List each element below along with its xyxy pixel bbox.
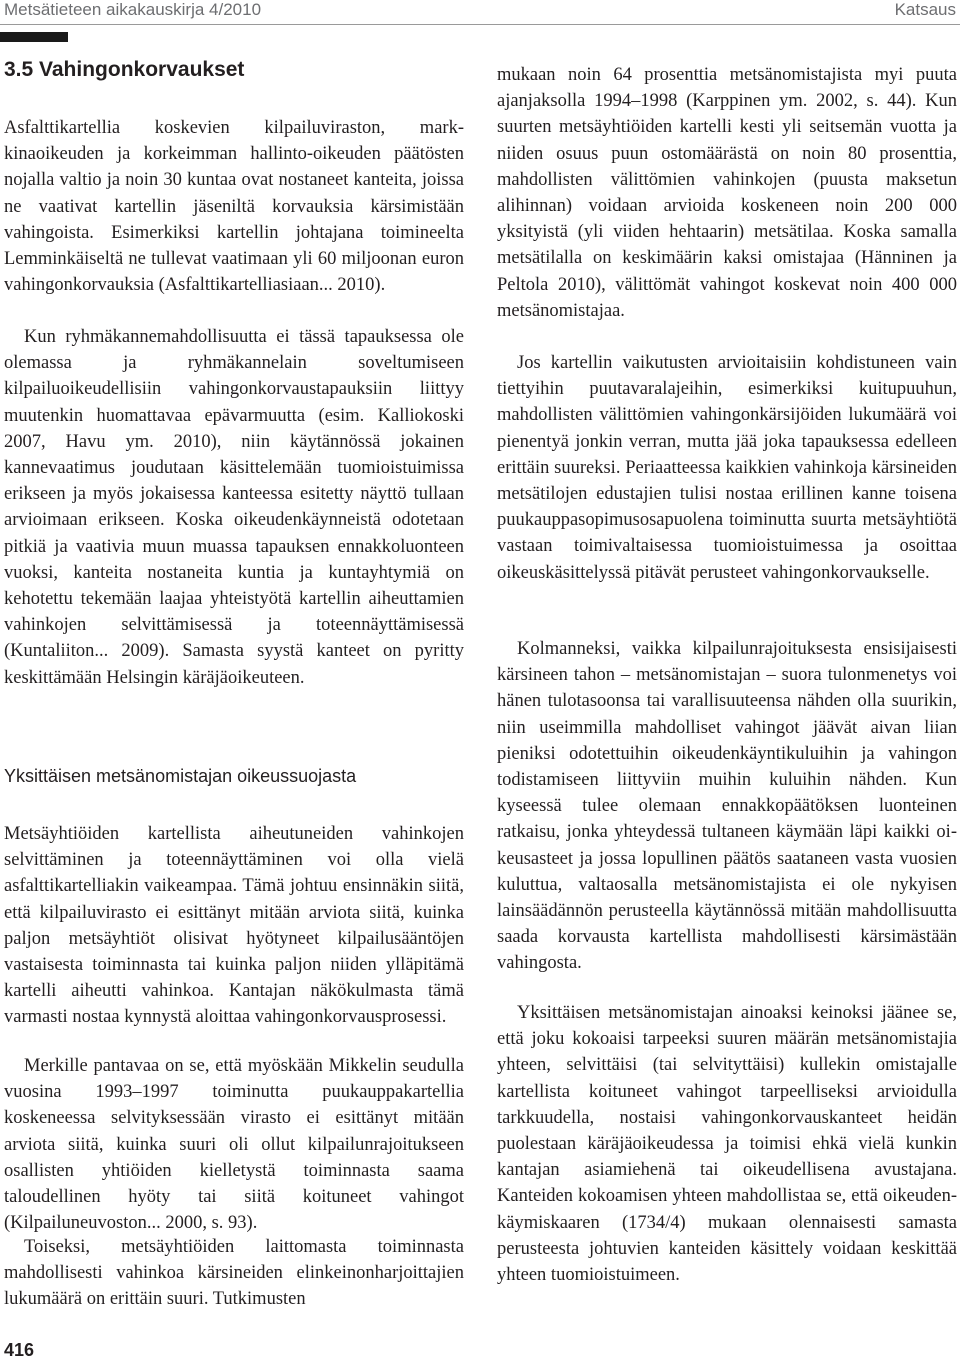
header-accent-bar: [0, 32, 68, 42]
paragraph: Asfalttikartellia koskevien kilpailuviraston, markkinaoikeuden ja korkeimman hallinto-oikeuden päätösten nojalla valtio ja noin 30 kuntaa ovat nostaneet kanteita, joissa ne vaativat kartellin jäseniltä korvauksia kärsimistään vahingoista. Esimerkiksi kartellin johtajana toimineelta Lemminkäiseltä ne tullevat vaatimaan yli 60 miljoonan euron vahingonkorvauksia (Asfalttikartelliasiaan... 2010).: [4, 118, 464, 296]
page-number: 416: [4, 1340, 35, 1360]
paragraph: Kun ryhmäkannemahdollisuutta ei tässä tapauksessa ole olemassa ja ryhmäkannelain soveltumiseen kilpailuoikeudellisiin vahingonkorvaustapauksiin liittyy muutenkin huomattavaa epävarmuutta (esim. Kalliokoski 2007, Havu ym. 2010), niin käytännössä jokainen kannevaatimus joudutaan käsittelemään tuomioistuimissa erikseen ja myös jokaisessa kanteessa esitetty näyttö tullaan arvioimaan erikseen. Koska oikeudenkäynneistä odotetaan pitkiä ja vaativia muun muassa tapauksen ennakkoluonteen vuoksi, kanteita nostaneita kuntia ja kuntayhtymiä on kehotettu tekemään laajaa yhteistyötä kartellin aiheuttamien vahinkojen selvittämisessä ja toteennäyttämisessä (Kuntaliiton... 2009). Samasta syystä kanteet on pyritty keskittämään Helsingin käräjäoikeuteen.: [4, 327, 464, 688]
section-heading: 3.5 Vahingonkorvaukset: [4, 58, 245, 81]
header-rule: [0, 24, 960, 25]
paragraph: Metsäyhtiöiden kartellista aiheutuneiden vahinkojen selvittäminen ja toteennäyttäminen voi olla vielä asfalttikartelliakin vaikeampaa. Tämä johtuu ensinnäkin siitä, että kilpailuvirasto ei esittänyt mitään arviota siitä, kuinka paljon metsäyhtiöt olisivat hyötyneet kilpailusääntöjen vastaisesta toiminnasta tai kuinka paljon niiden ylläpitämä kartelli aiheutti vahinkoa. Kantajan näkökulmasta tämä varmasti nostaa kynnystä aloittaa vahingonkorvausprosessi.: [4, 824, 464, 1028]
paragraph: Merkille pantavaa on se, että myöskään Mikkelin seudulla vuosina 1993–1997 toiminutta puukauppakartellia koskeneessa selvityksessään virasto ei esittänyt mitään arviota siitä, kuinka suuri oli ollut kilpailunrajoitukseen osallisten yhtiöiden kielletystä toiminnasta saama taloudellinen hyöty tai siitä koituneet vahingot (Kilpailuneuvoston... 2000, s. 93).: [4, 1056, 464, 1234]
paragraph: Yksittäisen metsänomistajan ainoaksi keinoksi jäänee se, että joku kokoaisi tarpeeksi suuren määrän metsänomistajia yhteen, selvittäisi (tai selvityttäisi) kullekin omistajalle kartellista koituneet vahingot tarpeelliseksi arvioidulla tarkkuudella, nostaisi vahingonkorvauskanteet heidän puolestaan käräjäoikeudessa ja toimisi ehkä vielä kunkin kantajan asiamiehenä tai oikeudellisena avustajana. Kanteiden kokoamisen yhteen mahdollistaa se, että oikeudenkäymiskaaren (1734/4) mukaan olennaisesti samasta perusteesta johtuvien kanteiden käsittely voidaan keskittää yhteen tuomioistuimeen.: [497, 1003, 957, 1286]
running-header: [0, 0, 960, 26]
paragraph: Jos kartellin vaikutusten arvioitaisiin kohdistuneen vain tiettyihin puutavaralajeihin, esimerkiksi kuitupuuhun, mahdollisten välittömien vahingonkärsijöiden lukumäärä voi pienentyä jonkin verran, mutta jää joka tapauksessa edelleen erittäin suureksi. Periaatteessa kaikkien vahinkoja kärsineiden metsätilojen edustajien tulisi nostaa erillinen kanne toisena puukauppasopimusosapuolena toiminutta suurta metsäyhtiötä vastaan toimivaltaisessa tuomioistuimessa ja osoittaa oikeuskäsittelyssä pitävät perusteet vahingonkorvaukselle.: [497, 353, 957, 583]
journal-title: Metsätieteen aikakauskirja 4/2010: [4, 0, 262, 19]
subsection-heading: Yksittäisen metsänomistajan oikeussuojasta: [4, 766, 357, 786]
paragraph: mukaan noin 64 prosenttia metsänomistajista myi puuta ajanjaksolla 1994–1998 (Karppinen ym. 2002, s. 44). Kun suurten metsäyhtiöiden kartelli kesti yli seitsemän vuotta ja niiden osuus puun ostomäärästä on noin 80 prosenttia, mahdollisten välittömien vahinkojen (puusta maksetun alihinnan) voidaan arvioida koskeneen noin 200 000 yksityistä (yli viiden hehtaarin) metsätilaa. Koska samalla metsätilalla on keskimäärin kaksi omistajaa (Hänninen ja Peltola 2010), välittömät vahingot koskevat noin 400 000 metsänomistajaa.: [497, 65, 957, 321]
paragraph: Toiseksi, metsäyhtiöiden laittomasta toiminnasta mahdollisesti vahinkoa kärsineiden elinkeinonharjoittajien lukumäärä on erittäin suuri. Tutkimusten: [4, 1237, 464, 1310]
section-label: Katsaus: [894, 0, 956, 19]
paragraph: Kolmanneksi, vaikka kilpailunrajoituksesta ensisijaisesti kärsineen tahon – metsänomistajan – suora tulonmenetys voi hänen tulotasoonsa tai varallisuuteensa nähden olla suurikin, niin useimmilla mahdolliset vahingot jäävät aivan liian pieniksi odotettuihin oikeudenkäyntikuluihin ja vahingon todistamiseen liittyviin muihin kuluihin nähden. Kun kyseessä tulee olemaan ennakkopäätöksen luonteinen ratkaisu, jonka yhteydessä tultaneen käymään läpi kaikki oikeusasteet ja jossa lopullinen päätös saataneen vasta vuosien kuluttua, valtaosalla metsänomistajista ei ole nykyisen lainsäädännön perusteella käytännössä mitään mahdollisuutta saada korvausta kartellista mahdollisesti kärsimästään vahingosta.: [497, 639, 957, 974]
